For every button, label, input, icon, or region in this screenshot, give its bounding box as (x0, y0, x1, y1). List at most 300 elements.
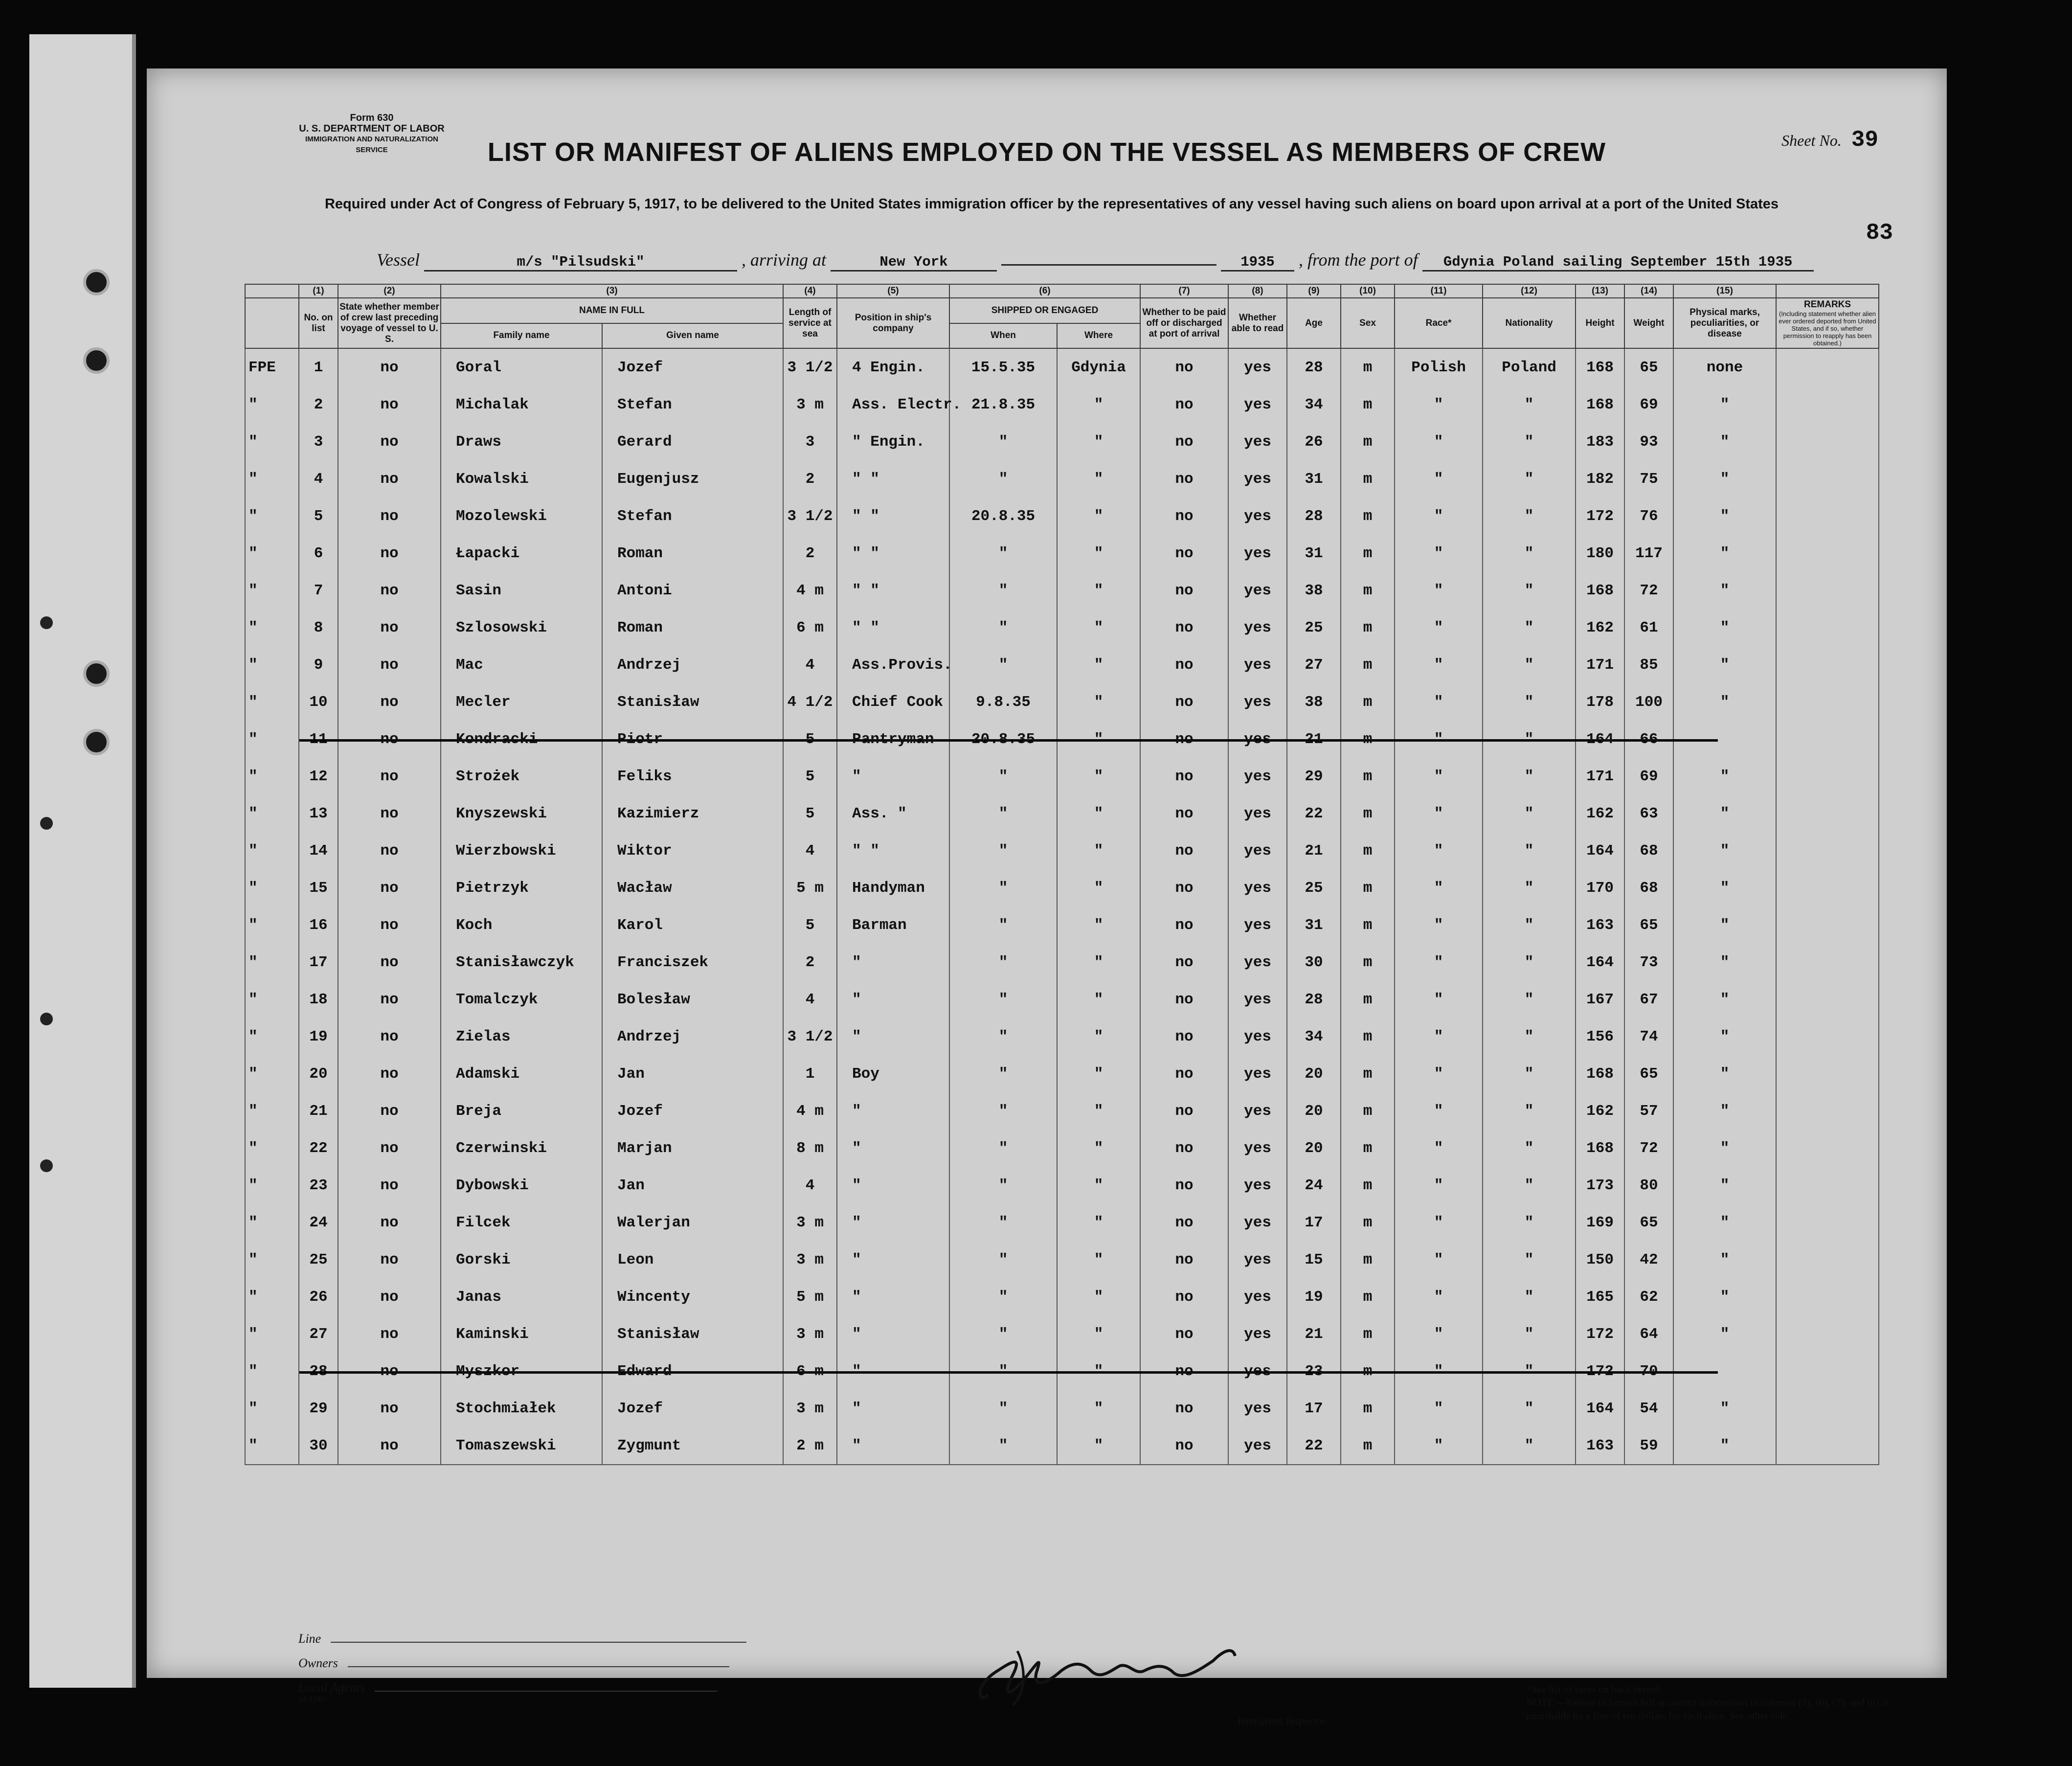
shipped-where: " (1057, 1204, 1140, 1241)
family-name: Dybowski (441, 1167, 602, 1204)
shipped-when: " (949, 1390, 1057, 1427)
service-length: 5 (783, 758, 837, 795)
service-length: 5 (783, 795, 837, 832)
family-name: Zielas (441, 1018, 602, 1055)
position: Boy (837, 1055, 949, 1092)
physical-marks: " (1673, 1390, 1776, 1427)
weight: 74 (1624, 1018, 1673, 1055)
previous-voyage: no (338, 1427, 441, 1465)
col-num: (2) (338, 284, 441, 298)
col-remarks-header (1776, 298, 1879, 348)
col-num (1776, 284, 1879, 298)
given-name: Kazimierz (602, 795, 783, 832)
race: " (1395, 832, 1483, 869)
binder-hole (83, 347, 110, 374)
height: 172 (1576, 1315, 1624, 1353)
row-number: 20 (299, 1055, 338, 1092)
remarks (1776, 869, 1879, 906)
sex: m (1341, 348, 1395, 386)
shipped-when: 21.8.35 (949, 386, 1057, 423)
previous-voyage: no (338, 1092, 441, 1130)
family-name: Sasin (441, 572, 602, 609)
row-prefix: " (245, 1241, 299, 1278)
family-name: Kondracki (441, 721, 602, 758)
table-row (245, 1241, 1879, 1278)
service-length: 3 (783, 423, 837, 460)
penalty-note: NOTE.—Failure to furnish full or correct information in columns (3), (6), (7), and (8) is punishable by a fine of ten dollars for each alien. See other side. (1526, 1697, 1889, 1721)
nationality: " (1483, 572, 1576, 609)
row-number: 15 (299, 869, 338, 906)
given-name: Karol (602, 906, 783, 944)
paid-off: no (1140, 460, 1228, 498)
previous-voyage: no (338, 721, 441, 758)
remarks (1776, 1241, 1879, 1278)
shipped-where: " (1057, 981, 1140, 1018)
remarks (1776, 423, 1879, 460)
previous-voyage: no (338, 1055, 441, 1092)
age: 21 (1287, 832, 1341, 869)
family-name: Wierzbowski (441, 832, 602, 869)
sex: m (1341, 1353, 1395, 1390)
paid-off: no (1140, 386, 1228, 423)
sex: m (1341, 795, 1395, 832)
able-to-read: yes (1228, 460, 1287, 498)
remarks (1776, 1315, 1879, 1353)
shipped-when: " (949, 460, 1057, 498)
row-prefix: " (245, 1427, 299, 1465)
binder-curl (40, 616, 53, 629)
paid-off: no (1140, 869, 1228, 906)
race: " (1395, 758, 1483, 795)
position: " " (837, 609, 949, 646)
nationality: " (1483, 423, 1576, 460)
height: 164 (1576, 832, 1624, 869)
height: 182 (1576, 460, 1624, 498)
paid-off: no (1140, 758, 1228, 795)
weight: 68 (1624, 869, 1673, 906)
previous-voyage: no (338, 535, 441, 572)
race: " (1395, 1315, 1483, 1353)
sheet-number-value: 39 (1851, 127, 1878, 153)
crew-table (245, 284, 1879, 1465)
service-length: 3 m (783, 1204, 837, 1241)
shipped-when: " (949, 1427, 1057, 1465)
nationality: " (1483, 609, 1576, 646)
paid-off: no (1140, 944, 1228, 981)
shipped-when: " (949, 1167, 1057, 1204)
previous-voyage: no (338, 609, 441, 646)
able-to-read: yes (1228, 981, 1287, 1018)
row-number (299, 721, 338, 758)
col-family-header: Family name (441, 323, 602, 349)
col-num: (3) (441, 284, 783, 298)
service-length: 4 1/2 (783, 683, 837, 721)
physical-marks: " (1673, 981, 1776, 1018)
table-row (245, 1167, 1879, 1204)
sex: m (1341, 1241, 1395, 1278)
row-number: 2 (299, 386, 338, 423)
previous-voyage: no (338, 795, 441, 832)
nationality: " (1483, 795, 1576, 832)
service-length: 3 1/2 (783, 348, 837, 386)
age: 31 (1287, 906, 1341, 944)
col-num: (12) (1483, 284, 1576, 298)
binder-curl (40, 1013, 53, 1025)
able-to-read: yes (1228, 1167, 1287, 1204)
physical-marks: " (1673, 423, 1776, 460)
family-name: Mac (441, 646, 602, 683)
table-row (245, 423, 1879, 460)
paid-off: no (1140, 1315, 1228, 1353)
age: 19 (1287, 1278, 1341, 1315)
binder-curl (40, 1159, 53, 1172)
service-length: 3 m (783, 1241, 837, 1278)
position: 4 Engin. (837, 348, 949, 386)
race: " (1395, 1167, 1483, 1204)
weight: 65 (1624, 1055, 1673, 1092)
age: 21 (1287, 721, 1341, 758)
sex: m (1341, 906, 1395, 944)
race: " (1395, 1427, 1483, 1465)
physical-marks: " (1673, 683, 1776, 721)
weight: 69 (1624, 758, 1673, 795)
shipped-where: " (1057, 572, 1140, 609)
inspector-label: Immigrant Inspector. (1238, 1715, 1328, 1727)
paid-off: no (1140, 498, 1228, 535)
previous-voyage: no (338, 758, 441, 795)
shipped-where: " (1057, 498, 1140, 535)
paid-off: no (1140, 609, 1228, 646)
weight: 76 (1624, 498, 1673, 535)
race: " (1395, 869, 1483, 906)
row-number: 9 (299, 646, 338, 683)
race: " (1395, 609, 1483, 646)
weight: 42 (1624, 1241, 1673, 1278)
from-label: , from the port of (1299, 250, 1418, 270)
col-name-header: NAME IN FULL (441, 298, 783, 323)
given-name: Eugenjusz (602, 460, 783, 498)
age: 20 (1287, 1092, 1341, 1130)
physical-marks: " (1673, 1167, 1776, 1204)
remarks (1776, 498, 1879, 535)
race: " (1395, 535, 1483, 572)
given-name: Franciszek (602, 944, 783, 981)
age: 25 (1287, 609, 1341, 646)
paid-off: no (1140, 981, 1228, 1018)
nationality: " (1483, 1390, 1576, 1427)
service-length: 3 m (783, 1315, 837, 1353)
given-name: Roman (602, 609, 783, 646)
agents-form-number: 14-1240 (298, 1695, 325, 1703)
row-number: 6 (299, 535, 338, 572)
agents-field (298, 1680, 717, 1704)
able-to-read: yes (1228, 721, 1287, 758)
age: 24 (1287, 1167, 1341, 1204)
shipped-when: " (949, 758, 1057, 795)
weight: 100 (1624, 683, 1673, 721)
race: " (1395, 944, 1483, 981)
col-shipped-header: SHIPPED OR ENGAGED (949, 298, 1140, 323)
sex: m (1341, 498, 1395, 535)
able-to-read: yes (1228, 572, 1287, 609)
col-age-header: Age (1287, 298, 1341, 348)
remarks (1776, 1427, 1879, 1465)
table-row (245, 1092, 1879, 1130)
family-name: Tomalczyk (441, 981, 602, 1018)
sex: m (1341, 869, 1395, 906)
row-prefix: FPE (245, 348, 299, 386)
table-row (245, 683, 1879, 721)
sex: m (1341, 1390, 1395, 1427)
weight: 59 (1624, 1427, 1673, 1465)
col-sex-header: Sex (1341, 298, 1395, 348)
physical-marks: " (1673, 609, 1776, 646)
physical-marks: " (1673, 832, 1776, 869)
nationality: " (1483, 758, 1576, 795)
physical-marks: " (1673, 460, 1776, 498)
race: " (1395, 423, 1483, 460)
shipped-where: Gdynia (1057, 348, 1140, 386)
age: 17 (1287, 1390, 1341, 1427)
remarks (1776, 906, 1879, 944)
binder-curl (40, 817, 53, 830)
weight: 61 (1624, 609, 1673, 646)
nationality: " (1483, 906, 1576, 944)
shipped-when: " (949, 869, 1057, 906)
paid-off: no (1140, 1241, 1228, 1278)
row-number: 10 (299, 683, 338, 721)
shipped-where: " (1057, 646, 1140, 683)
inspector-signature (968, 1641, 1242, 1710)
shipped-where: " (1057, 1018, 1140, 1055)
shipped-where: " (1057, 1315, 1140, 1353)
paid-off: no (1140, 1055, 1228, 1092)
paid-off: no (1140, 721, 1228, 758)
given-name: Leon (602, 1241, 783, 1278)
agents-label: Local Agents (298, 1680, 365, 1695)
table-row (245, 1130, 1879, 1167)
remarks (1776, 609, 1879, 646)
paid-off: no (1140, 906, 1228, 944)
family-name: Pietrzyk (441, 869, 602, 906)
age: 34 (1287, 386, 1341, 423)
row-number: 29 (299, 1390, 338, 1427)
sheet-number-label: Sheet No. (1781, 132, 1842, 149)
service-length: 2 (783, 944, 837, 981)
weight: 93 (1624, 423, 1673, 460)
row-prefix: " (245, 795, 299, 832)
shipped-when: " (949, 535, 1057, 572)
height: 173 (1576, 1167, 1624, 1204)
position: Ass. Electr. (837, 386, 949, 423)
shipped-when: " (949, 572, 1057, 609)
family-name: Łapacki (441, 535, 602, 572)
col-paid-off-header: Whether to be paid off or discharged at port of arrival (1140, 298, 1228, 348)
row-number: 22 (299, 1130, 338, 1167)
table-row (245, 869, 1879, 906)
nationality: " (1483, 721, 1576, 758)
family-name: Stanisławczyk (441, 944, 602, 981)
shipped-when: " (949, 1055, 1057, 1092)
given-name: Bolesław (602, 981, 783, 1018)
table-row (245, 609, 1879, 646)
nationality: " (1483, 1055, 1576, 1092)
shipped-when: " (949, 906, 1057, 944)
paid-off: no (1140, 1204, 1228, 1241)
given-name: Roman (602, 535, 783, 572)
sex: m (1341, 646, 1395, 683)
row-prefix: " (245, 1204, 299, 1241)
physical-marks: " (1673, 498, 1776, 535)
age: 22 (1287, 1427, 1341, 1465)
given-name: Edward (602, 1353, 783, 1390)
col-nationality-header: Nationality (1483, 298, 1576, 348)
row-number: 19 (299, 1018, 338, 1055)
service-length: 5 (783, 906, 837, 944)
height: 178 (1576, 683, 1624, 721)
race: " (1395, 721, 1483, 758)
position: Ass.Provis. (837, 646, 949, 683)
table-row (245, 1278, 1879, 1315)
sex: m (1341, 1315, 1395, 1353)
corner-number: 83 (1866, 220, 1893, 246)
physical-marks: " (1673, 646, 1776, 683)
arrival-date (1001, 264, 1216, 266)
race: " (1395, 1204, 1483, 1241)
able-to-read: yes (1228, 795, 1287, 832)
race: " (1395, 795, 1483, 832)
shipped-where: " (1057, 609, 1140, 646)
nationality: " (1483, 1427, 1576, 1465)
height: 168 (1576, 348, 1624, 386)
age: 28 (1287, 981, 1341, 1018)
physical-marks: " (1673, 1278, 1776, 1315)
col-prefix-header (245, 298, 299, 348)
weight: 85 (1624, 646, 1673, 683)
paid-off: no (1140, 1130, 1228, 1167)
remarks (1776, 1167, 1879, 1204)
height: 168 (1576, 572, 1624, 609)
weight: 57 (1624, 1092, 1673, 1130)
age: 22 (1287, 795, 1341, 832)
able-to-read: yes (1228, 1055, 1287, 1092)
age: 27 (1287, 646, 1341, 683)
service-length: 3 m (783, 1390, 837, 1427)
race: " (1395, 1092, 1483, 1130)
remarks (1776, 1204, 1879, 1241)
physical-marks (1673, 1353, 1776, 1390)
position: " (837, 944, 949, 981)
paid-off: no (1140, 535, 1228, 572)
height: 172 (1576, 498, 1624, 535)
nationality: " (1483, 944, 1576, 981)
paid-off: no (1140, 1167, 1228, 1204)
age: 30 (1287, 944, 1341, 981)
row-prefix: " (245, 1167, 299, 1204)
remarks (1776, 1018, 1879, 1055)
position: " " (837, 832, 949, 869)
height: 162 (1576, 1092, 1624, 1130)
height: 171 (1576, 758, 1624, 795)
row-prefix: " (245, 683, 299, 721)
physical-marks: " (1673, 1204, 1776, 1241)
family-name: Mozolewski (441, 498, 602, 535)
row-number: 8 (299, 609, 338, 646)
position: " (837, 1204, 949, 1241)
vessel-label: Vessel (377, 250, 420, 270)
service-length: 3 m (783, 386, 837, 423)
able-to-read: yes (1228, 683, 1287, 721)
previous-voyage: no (338, 1130, 441, 1167)
table-row (245, 721, 1879, 758)
previous-voyage: no (338, 460, 441, 498)
row-prefix: " (245, 609, 299, 646)
shipped-where: " (1057, 683, 1140, 721)
remarks (1776, 1390, 1879, 1427)
weight: 73 (1624, 944, 1673, 981)
physical-marks: " (1673, 795, 1776, 832)
able-to-read: yes (1228, 498, 1287, 535)
age: 29 (1287, 758, 1341, 795)
shipped-where: " (1057, 832, 1140, 869)
position: " Engin. (837, 423, 949, 460)
table-row (245, 832, 1879, 869)
shipped-when: " (949, 944, 1057, 981)
departure-port: Gdynia Poland sailing September 15th 1935 (1422, 254, 1814, 272)
age: 28 (1287, 348, 1341, 386)
height: 167 (1576, 981, 1624, 1018)
nationality: " (1483, 981, 1576, 1018)
race: " (1395, 498, 1483, 535)
position: Barman (837, 906, 949, 944)
physical-marks: " (1673, 386, 1776, 423)
arriving-at: New York (831, 254, 997, 272)
service-length: 8 m (783, 1130, 837, 1167)
binder-hole (83, 729, 110, 755)
family-name: Mecler (441, 683, 602, 721)
given-name: Zygmunt (602, 1427, 783, 1465)
crew-table-body (245, 348, 1879, 1465)
table-row (245, 795, 1879, 832)
col-previous-voyage-header: State whether member of crew last preceding voyage of vessel to U. S. (338, 298, 441, 348)
able-to-read: yes (1228, 609, 1287, 646)
weight: 117 (1624, 535, 1673, 572)
shipped-when: " (949, 1092, 1057, 1130)
shipped-where: " (1057, 460, 1140, 498)
row-prefix: " (245, 758, 299, 795)
table-row (245, 498, 1879, 535)
family-name: Janas (441, 1278, 602, 1315)
height: 169 (1576, 1204, 1624, 1241)
shipped-when: " (949, 981, 1057, 1018)
weight: 54 (1624, 1390, 1673, 1427)
position: " (837, 1390, 949, 1427)
given-name: Andrzej (602, 1018, 783, 1055)
row-number: 17 (299, 944, 338, 981)
table-row (245, 386, 1879, 423)
previous-voyage: no (338, 572, 441, 609)
given-name: Stanisław (602, 683, 783, 721)
family-name: Szlosowski (441, 609, 602, 646)
position: " (837, 1278, 949, 1315)
sex: m (1341, 1204, 1395, 1241)
row-number (299, 1353, 338, 1390)
race: " (1395, 981, 1483, 1018)
owners-field (298, 1656, 729, 1671)
physical-marks: " (1673, 906, 1776, 944)
able-to-read: yes (1228, 1315, 1287, 1353)
sex: m (1341, 423, 1395, 460)
